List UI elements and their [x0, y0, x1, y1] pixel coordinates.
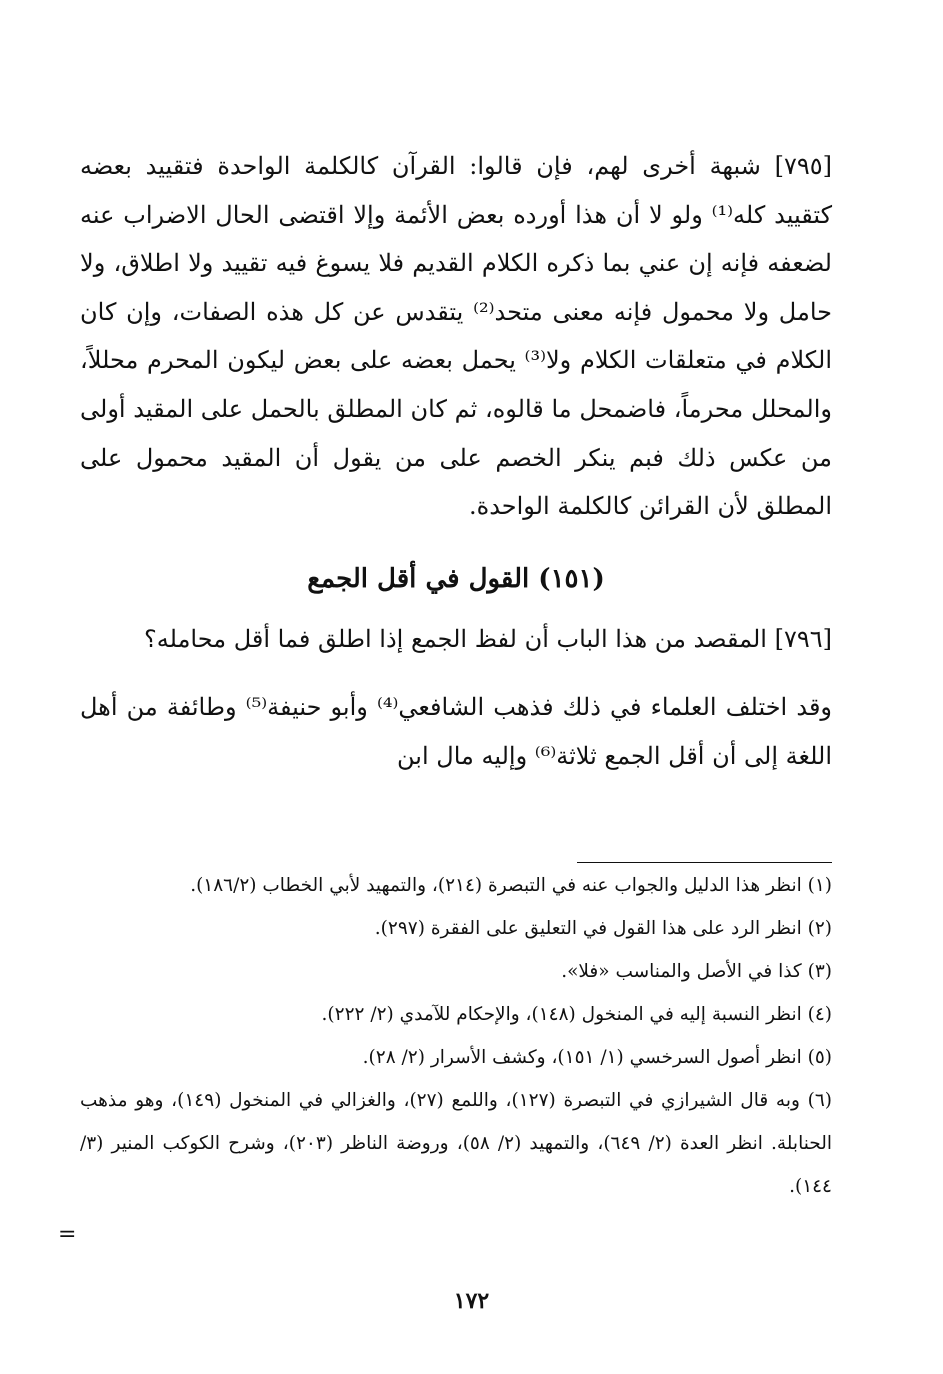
paragraph-796: [٧٩٦] المقصد من هذا الباب أن لفظ الجمع إذا اطلق فما أقل محامله؟ — [144, 624, 832, 653]
page-number: ١٧٢ — [453, 1288, 490, 1314]
footnote-5: (٥) انظر أصول السرخسي (١/ ١٥١)، وكشف الأسرار (٢/ ٢٨). — [362, 1047, 832, 1068]
footnote-1: (١) انظر هذا الدليل والجواب عنه في التبصرة (٢١٤)، والتمهيد لأبي الخطاب (١٨٦/٢). — [190, 875, 832, 896]
section-heading: (١٥١) القول في أقل الجمع — [307, 563, 605, 594]
main-text — [80, 142, 832, 781]
footnote-3: (٣) كذا في الأصل والمناسب «فلا». — [561, 961, 832, 982]
footnote-6: (٦) وبه قال الشيرازي في التبصرة (١٢٧)، واللمع (٢٧)، والغزالي في المنخول (١٤٩)، وهو مذهب الحنابلة. انظر العدة (٢/ ٦٤٩)، والتمهيد (٢/ ٥٨)، وروضة الناظر (٢٠٣)، وشرح الكوكب المنير (٣/ ١٤٤). — [80, 1090, 833, 1197]
footnotes — [80, 862, 832, 1208]
continuation-mark: = — [58, 1222, 77, 1247]
paragraph-795: [٧٩٥] شبهة أخرى لهم، فإن قالوا: القرآن كالكلمة الواحدة فتقييد بعضه كتقييد كله⁽¹⁾ ولو لا أن هذا أورده بعض الأئمة وإلا اقتضى الحال الاضراب عنه لضعفه فإنه إن عني بما ذكره الكلام القديم فلا يسوغ فيه تقييد ولا اطلاق، ولا حامل ولا محمول فإنه معنى متحد⁽²⁾ يتقدس عن كل هذه الصفات، وإن كان الكلام في متعلقات الكلام ولا⁽³⁾ يحمل بعضه على بعض ليكون المحرم محللاً، والمحلل محرماً، فاضمحل ما قالوه، ثم كان المطلق بالحمل على المقيد أولى من عكس ذلك فبم ينكر الخصم على من يقول أن المقيد محمول على المطلق لأن القرائن كالكلمة الواحدة. — [80, 152, 833, 521]
paragraph-continuing: وقد اختلف العلماء في ذلك فذهب الشافعي⁽⁴⁾ وأبو حنيفة⁽⁵⁾ وطائفة من أهل اللغة إلى أن أقل الجمع ثلاثة⁽⁶⁾ وإليه مال ابن — [80, 693, 832, 770]
footnote-2: (٢) انظر الرد على هذا القول في التعليق على الفقرة (٢٩٧). — [374, 918, 832, 939]
footnote-4: (٤) انظر النسبة إليه في المنخول (١٤٨)، والإحكام للآمدي (٢/ ٢٢٢). — [321, 1004, 832, 1025]
